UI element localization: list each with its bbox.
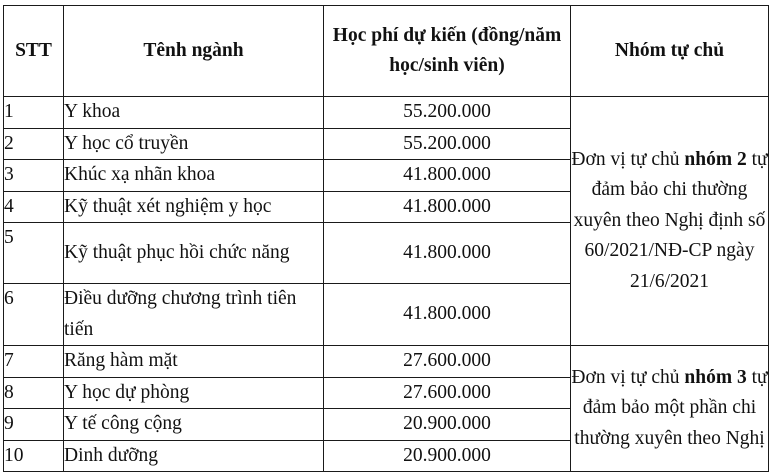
row-major-name: Điều dưỡng chương trình tiên tiến: [64, 284, 324, 346]
row-major-name: Dinh dưỡng: [64, 440, 324, 472]
row-fee: 55.200.000: [324, 128, 571, 160]
row-stt: 7: [4, 346, 64, 378]
row-major-name: Y tế công cộng: [64, 409, 324, 441]
row-stt: 8: [4, 377, 64, 409]
row-major-name: Khúc xạ nhãn khoa: [64, 160, 324, 192]
autonomy-group-2-cell: [571, 97, 769, 346]
row-major-name: Y học dự phòng: [64, 377, 324, 409]
row-major-name: Răng hàm mặt: [64, 346, 324, 378]
row-major-name: Y khoa: [64, 97, 324, 129]
row-stt: 4: [4, 191, 64, 223]
row-fee: 55.200.000: [324, 97, 571, 129]
row-fee: 41.800.000: [324, 284, 571, 346]
row-major-name: Kỹ thuật xét nghiệm y học: [64, 191, 324, 223]
table-row: [4, 346, 769, 378]
header-row: [4, 6, 769, 97]
header-autonomy-group: Nhóm tự chủ: [571, 6, 769, 97]
row-stt: 9: [4, 409, 64, 441]
row-stt: 6: [4, 284, 64, 346]
group-text-bold: nhóm 2: [684, 148, 747, 170]
row-fee: 27.600.000: [324, 377, 571, 409]
group-text-suffix: tự đảm bảo chi thường xuyên theo Nghị định số 60/2021/NĐ-CP ngày 21/6/2021: [573, 148, 768, 292]
row-fee: 27.600.000: [324, 346, 571, 378]
row-stt: 2: [4, 128, 64, 160]
header-expected-fee: Học phí dự kiến (đồng/năm học/sinh viên): [324, 6, 571, 97]
group-text-suffix: tự đảm bảo một phần chi thường xuyên theo Nghị: [574, 366, 768, 449]
header-major-name: Tênh ngành: [64, 6, 324, 97]
group-text-prefix: Đơn vị tự chủ: [571, 148, 685, 170]
row-fee: 20.900.000: [324, 440, 571, 472]
row-stt: 5: [4, 223, 64, 284]
group-text-prefix: Đơn vị tự chủ: [571, 366, 685, 388]
tuition-fee-table: [3, 5, 769, 472]
header-stt: STT: [4, 6, 64, 97]
row-major-name: Y học cổ truyền: [64, 128, 324, 160]
group-text-bold: nhóm 3: [684, 366, 747, 388]
row-fee: 41.800.000: [324, 223, 571, 284]
row-stt: 1: [4, 97, 64, 129]
table-row: [4, 97, 769, 129]
row-fee: 41.800.000: [324, 160, 571, 192]
row-stt: 3: [4, 160, 64, 192]
row-fee: 20.900.000: [324, 409, 571, 441]
row-major-name: Kỹ thuật phục hồi chức năng: [64, 223, 324, 284]
row-stt: 10: [4, 440, 64, 472]
autonomy-group-3-cell: [571, 346, 769, 472]
row-fee: 41.800.000: [324, 191, 571, 223]
